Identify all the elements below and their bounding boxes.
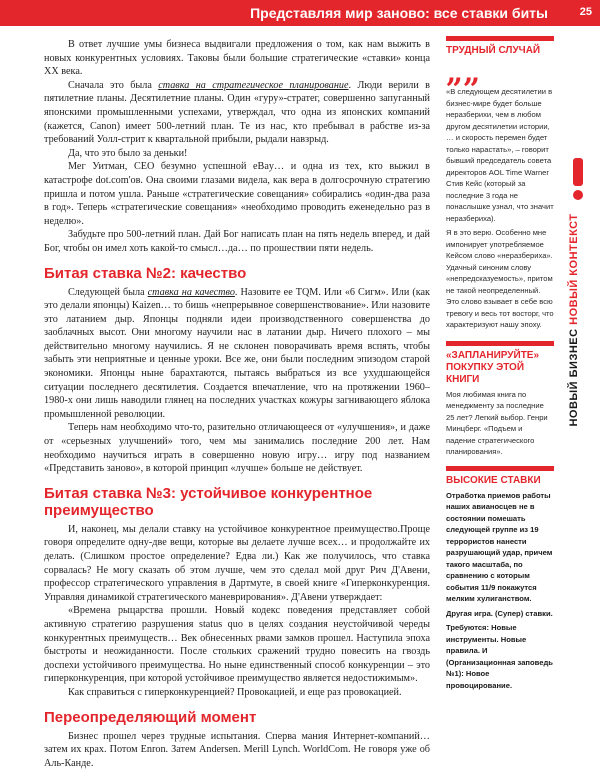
- paragraph: Бизнес прошел через трудные испытания. Сперва мания Интернет-компаний… затем их крах. Потом Enron. Затем Andersen. Merill Lynch. WorldCom. Не говоря уже об Аль-Канде.: [44, 730, 430, 769]
- paragraph: Забудьте про 500-летний план. Дай Бог написать план на пять недель вперед, и дай Бог, чтобы он имел хоть какой-то смысл…да… по прошествии пяти недель.: [44, 229, 430, 254]
- sidebar-text: Отработка приемов работы наших авианосцев не в состоянии помешать следующей группе из 19 террористов нанести разрушающий удар, причем такого масштаба, по сравнению с которым события 11/9 покажутся мелким хулиганством.: [446, 490, 553, 603]
- paragraph: Мег Уитман, CEO безумно успешной eBay… и одна из тех, кто выжил в катастрофе dot.com'ов. Она своими глазами видела, как вера в долгосрочную стратегию пришла и потом ушла. Раньше «стратегические совещания» собирались «один-два раза в год». Теперь «стратегические совещания» «необходимо проводить еженедельно раз в неделю».: [44, 161, 430, 227]
- sidebar-box-book: [446, 341, 554, 458]
- sidebar-box-hard-case: [446, 36, 554, 331]
- sidebar-comment: Я в это верю. Особенно мне импонирует употребляемое Кейсом слово «неразбериха». Удачный синоним слову «непредсказуемость», притом не такой неопределенный. Это слово взывает в себе всю тревогу и весь тот восторг, что характеризуют нашу эпоху.: [446, 228, 554, 329]
- paragraph: В ответ лучшие умы бизнеса выдвигали предложения о том, как нам выжить в новых конкурентных условиях. Таковы были большие стратегические «ставки» конца ХХ века.: [44, 39, 430, 78]
- paragraph: [44, 79, 430, 147]
- main-column: [44, 38, 430, 770]
- quote-mark-icon: „„: [446, 55, 481, 90]
- paragraph-text: Сначала это была ставка на стратегическое планирование. Люди верили в пятилетние планы. Десятилетние планы. Один «гуру»-стратег, совершенно запуганный японскими промышленными успехами, утверждал, что одна из японских компаний (кажется, Canon) имеет 500-летний план. Те из нас, кто пребывал в рабстве из-за требований Уолл-стрит к квартальной прибыли, рыдали навзрыд.: [44, 79, 430, 146]
- side-tab-label-secondary: НОВЫЙ КОНТЕКСТ: [568, 213, 580, 325]
- exclamation-icon: [566, 156, 590, 202]
- section-heading: Битая ставка №2: качество: [44, 264, 247, 282]
- sidebar-text: Требуются: Новые инструменты. Новые правила. И (Организационная заповедь №1): Новое провоцирование.: [446, 623, 553, 690]
- sidebar-rule: [446, 466, 554, 471]
- sidebar-heading: ТРУДНЫЙ СЛУЧАЙ: [446, 45, 541, 56]
- paragraph: Следующей была ставка на качество. Назовите ее TQM. Или «6 Сигм». Или (как это делали японцы) Kaizen… то бишь «непрерывное совершенствование». Или назовите это латанием дыр. Японцы подняли идеи производственного совершенства до заоблачных высот. Они многому научили нас в латании дыр. Ничего плохого – мы действительно многому научились. Я не склонен поворачивать время вспять, чтобы забыть эти неприятные и ценные уроки. Все же, они были последним эпизодом старой экономики. Японцы ныне барахтаются, пытаясь выбраться из все ухудшающейся ситуации последнего десятилетия. Создается впечатление, что на протяжении 1960–1980-х они лишь наводили глянец на последних участках кожуры загнивающего яблока промышленной революции.: [44, 286, 430, 420]
- emphasis-text: ставка на стратегическое планирование: [158, 79, 349, 91]
- quote-paragraph: «Времена рыцарства прошли. Новый кодекс поведения представляет собой активную стратегию разрушения status quo в целях создания неустойчивой череды конкурентных преимуществ… Век обнесенных рвами замков прошел. Наступила эпоха быстроты и неожиданности. После стольких сражений трудно повесить на гвоздь доспехи устойчивого преимущества. Но ныне единственный способ конкуренции – это гиперконкуренция, при которой устойчивое преимущество является недостижимым».: [44, 605, 430, 685]
- page-number: 25: [579, 6, 592, 18]
- page-title: Представляя мир заново: все ставки биты: [250, 5, 548, 21]
- sidebar-text: Другая игра. (Супер) ставки.: [446, 608, 553, 618]
- section-heading: Битая ставка №3: устойчивое конкурентное преимущество: [44, 484, 373, 519]
- side-tab-label-primary: НОВЫЙ БИЗНЕС: [568, 328, 580, 427]
- sidebar-rule: [446, 341, 554, 346]
- paragraph: И, наконец, мы делали ставку на устойчивое конкурентное преимущество.Проще говоря определите одну-две вещи, которые вы делаете лучше всех… и продолжайте их делать. (Слишком простое определение? Едва ли.) Как же получилось, что ставка сорвалась? Не могу сказать об этом лучше, чем это сделал мой друг Рич Д'Авени, профессор стратегического управления в Дартмуте, в своей книге «Гиперконкуренция. Управляя динамикой стратегического маневрирования». Д'Авени утверждает:: [44, 523, 430, 603]
- sidebar-quote: «В следующем десятилетии в бизнес-мире будет больше неразберихи, чем в любом другом десятилетии истории, … и скорость перемен будет только нарастать», – говорит бывший председатель совета директоров AOL Time Warner Стив Кейс (который за последние 3 года не понаслышке узнал, что значит неразбериха).: [446, 87, 554, 223]
- paragraph: Да, что это было за деньки!: [68, 147, 188, 159]
- sidebar-heading: ВЫСОКИЕ СТАВКИ: [446, 474, 541, 486]
- paragraph: Теперь нам необходимо что-то, разительно отличающееся от «улучшения», и даже от «серьезных улучшений» того, чем мы занимались последние 200 лет. Нам необходимо научиться играть в совершенно новую игру… игру под названием «Представить заново», в которой принцип «лучше» больше не действует.: [44, 422, 430, 475]
- sidebar-box-high-stakes: [446, 466, 554, 692]
- section-heading: Переопределяющий момент: [44, 708, 257, 726]
- side-tab: [560, 210, 596, 430]
- emphasis-text: ставка на качество: [147, 286, 235, 298]
- sidebar-text: Моя любимая книга по менеджменту за последние 25 лет? Легкий выбор. Генри Минцберг. «Подъем и падение стратегического планирования».: [446, 389, 548, 456]
- sidebar: [446, 36, 554, 691]
- sidebar-rule: [446, 36, 554, 41]
- page-header: [0, 0, 600, 26]
- sidebar-heading: «ЗАПЛАНИРУЙТЕ» ПОКУПКУ ЭТОЙ КНИГИ: [446, 349, 540, 385]
- paragraph: Как справиться с гиперконкуренцией? Провокацией, и еще раз провокацией.: [68, 686, 402, 698]
